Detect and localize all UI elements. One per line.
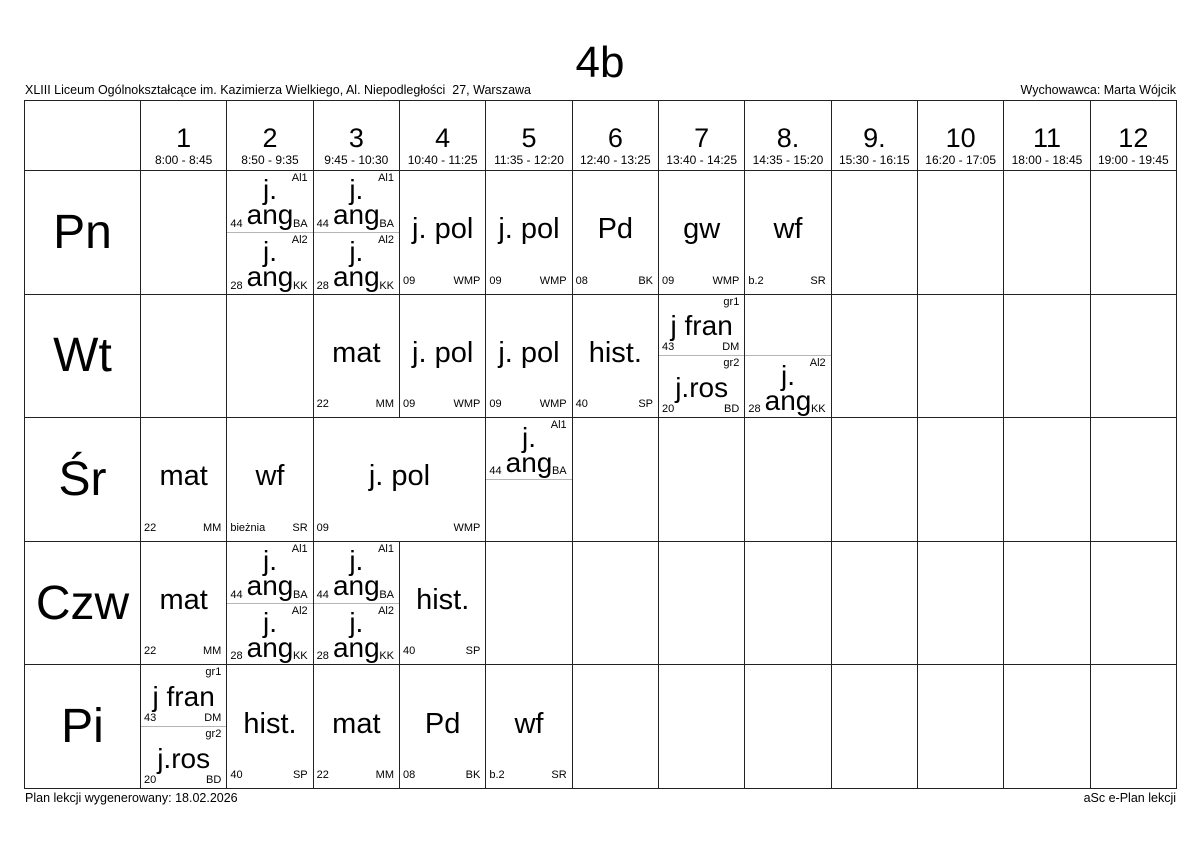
period-header <box>1004 101 1090 171</box>
lesson-group-top <box>745 295 830 356</box>
lesson-cell <box>141 542 227 666</box>
period-time: 15:30 - 16:15 <box>838 153 910 167</box>
room-number: 22 <box>316 768 329 781</box>
subject-name: j. ang <box>505 421 553 478</box>
lesson-cell <box>227 542 313 666</box>
subject-name: j.ros <box>675 372 729 404</box>
room-number: 22 <box>144 521 157 534</box>
period-time: 8:50 - 9:35 <box>241 153 299 167</box>
generated-date: Plan lekcji wygenerowany: 18.02.2026 <box>25 791 238 805</box>
teacher-code: BD <box>206 773 222 786</box>
subject-name: j. ang <box>332 236 380 293</box>
lesson-group-bottom <box>227 233 312 294</box>
empty-slot <box>1091 418 1177 542</box>
teacher-code: MM <box>203 521 222 534</box>
period-header <box>918 101 1004 171</box>
room-number: 43 <box>144 712 157 725</box>
period-number: 9. <box>863 123 886 153</box>
lesson-cell <box>314 665 400 789</box>
period-header <box>227 101 313 171</box>
lesson-group-top <box>141 665 226 727</box>
lesson-cell <box>659 295 745 419</box>
lesson-cell <box>400 665 486 789</box>
lesson-group-top <box>486 418 571 480</box>
empty-slot <box>1004 418 1090 542</box>
day-label: Czw <box>25 542 141 666</box>
empty-slot <box>1091 542 1177 666</box>
empty-slot <box>745 418 831 542</box>
room-number: 43 <box>662 341 675 354</box>
period-time: 14:35 - 15:20 <box>752 153 824 167</box>
empty-slot <box>1091 171 1177 295</box>
teacher-code: SP <box>292 768 308 781</box>
lesson-group-bottom <box>314 604 399 665</box>
lesson-group-top <box>227 171 312 233</box>
empty-slot <box>832 295 918 419</box>
lesson-cell <box>486 665 572 789</box>
teacher-code: MM <box>375 398 394 411</box>
room-number: 44 <box>230 217 243 230</box>
room-number: 28 <box>230 650 243 663</box>
period-number: 10 <box>945 123 976 153</box>
teacher-code: DM <box>204 712 222 725</box>
room-number: 28 <box>316 650 329 663</box>
lesson-group-top <box>659 295 744 357</box>
group-label: gr1 <box>205 666 222 679</box>
room-number: 08 <box>575 274 588 287</box>
room-number: 44 <box>316 217 329 230</box>
empty-slot <box>918 665 1004 789</box>
room-number: 09 <box>489 398 502 411</box>
group-label: Al2 <box>378 604 394 617</box>
room-number: 22 <box>316 398 329 411</box>
empty-slot <box>918 418 1004 542</box>
subject-name: j fran <box>670 310 733 342</box>
period-number: 6 <box>607 123 623 153</box>
subject-name: j. pol <box>412 336 474 369</box>
room-number: b.2 <box>748 274 764 287</box>
empty-slot <box>832 542 918 666</box>
lesson-group-bottom <box>745 355 830 417</box>
teacher-code: BA <box>292 217 308 230</box>
period-time: 18:00 - 18:45 <box>1011 153 1083 167</box>
empty-slot <box>659 665 745 789</box>
teacher-code: DM <box>722 341 740 354</box>
header-corner <box>25 101 141 171</box>
empty-slot <box>918 171 1004 295</box>
period-time: 16:20 - 17:05 <box>925 153 997 167</box>
empty-slot <box>141 295 227 419</box>
empty-slot <box>745 665 831 789</box>
room-number: 28 <box>316 279 329 292</box>
teacher-code: KK <box>810 403 826 416</box>
empty-slot <box>227 295 313 419</box>
teacher-code: MM <box>203 645 222 658</box>
period-header <box>400 101 486 171</box>
subject-name: j. ang <box>246 545 294 602</box>
day-label: Pn <box>25 171 141 295</box>
subject-name: hist. <box>416 584 470 617</box>
subject-name: j.ros <box>157 743 211 775</box>
lesson-group-top <box>314 171 399 233</box>
period-number: 2 <box>262 123 278 153</box>
empty-slot <box>573 665 659 789</box>
subject-name: wf <box>773 213 803 246</box>
day-label: Wt <box>25 295 141 419</box>
room-number: b.2 <box>489 768 505 781</box>
teacher-code: SR <box>551 768 567 781</box>
lesson-cell <box>141 418 227 542</box>
subject-name: wf <box>255 460 285 493</box>
period-header <box>659 101 745 171</box>
period-header <box>1091 101 1177 171</box>
teacher-code: WMP <box>712 274 740 287</box>
subject-name: j. pol <box>412 213 474 246</box>
period-header <box>141 101 227 171</box>
empty-slot <box>486 542 572 666</box>
empty-slot <box>659 542 745 666</box>
subject-name: j. pol <box>498 336 560 369</box>
teacher-code: KK <box>379 279 394 292</box>
group-label: gr2 <box>723 357 740 370</box>
empty-slot <box>832 665 918 789</box>
period-number: 4 <box>435 123 451 153</box>
room-number: bieżnia <box>230 521 266 534</box>
lesson-cell <box>314 418 487 542</box>
period-number: 1 <box>176 123 192 153</box>
subject-name: j. ang <box>332 545 380 602</box>
school-name: XLIII Liceum Ogólnokształcące im. Kazimierza Wielkiego, Al. Niepodległości 27, Warszawa <box>25 83 531 97</box>
empty-slot <box>573 418 659 542</box>
teacher-code: KK <box>379 650 394 663</box>
group-label: Al2 <box>291 604 308 617</box>
subject-name: j fran <box>152 681 215 713</box>
teacher-code: SP <box>465 645 481 658</box>
lesson-cell <box>573 171 659 295</box>
period-number: 5 <box>521 123 537 153</box>
lesson-cell <box>141 665 227 789</box>
day-label: Śr <box>25 418 141 542</box>
lesson-group-bottom <box>314 233 399 294</box>
room-number: 40 <box>230 768 243 781</box>
subject-name: j. ang <box>332 606 380 663</box>
subject-name: mat <box>159 460 208 493</box>
room-number: 28 <box>230 279 243 292</box>
period-header <box>314 101 400 171</box>
subject-name: wf <box>514 707 544 740</box>
teacher-code: SR <box>810 274 826 287</box>
period-time: 9:45 - 10:30 <box>324 153 389 167</box>
period-time: 13:40 - 14:25 <box>666 153 738 167</box>
period-time: 10:40 - 11:25 <box>407 153 478 167</box>
room-number: 20 <box>662 403 675 416</box>
subject-name: mat <box>332 707 381 740</box>
lesson-cell <box>400 542 486 666</box>
lesson-cell <box>486 295 572 419</box>
homeroom-teacher: Wychowawca: Marta Wójcik <box>1020 83 1176 97</box>
teacher-code: KK <box>292 279 308 292</box>
room-number: 09 <box>662 274 675 287</box>
subject-name: hist. <box>588 336 642 369</box>
group-label: Al2 <box>291 233 308 246</box>
empty-slot <box>1004 542 1090 666</box>
period-time: 19:00 - 19:45 <box>1097 153 1169 167</box>
lesson-group-top <box>314 542 399 604</box>
lesson-cell <box>227 171 313 295</box>
period-time: 12:40 - 13:25 <box>579 153 651 167</box>
empty-slot <box>1091 665 1177 789</box>
subject-name: j. ang <box>246 174 294 231</box>
group-label: Al1 <box>378 542 394 555</box>
room-number: 09 <box>403 274 416 287</box>
group-label: Al1 <box>291 172 308 184</box>
teacher-code: BK <box>638 274 653 287</box>
period-header <box>486 101 572 171</box>
empty-slot <box>832 418 918 542</box>
subject-name: Pd <box>597 213 634 246</box>
empty-slot <box>1004 295 1090 419</box>
lesson-cell <box>400 171 486 295</box>
period-number: 3 <box>348 123 364 153</box>
group-label: Al2 <box>809 357 826 370</box>
lesson-cell <box>745 171 831 295</box>
teacher-code: BK <box>465 768 481 781</box>
lesson-cell <box>314 542 400 666</box>
lesson-group-bottom <box>659 356 744 417</box>
lesson-cell <box>745 295 831 419</box>
lesson-cell <box>400 295 486 419</box>
empty-slot <box>745 542 831 666</box>
subject-name: j. pol <box>498 213 560 246</box>
room-number: 20 <box>144 773 157 786</box>
subject-name: Pd <box>424 707 461 740</box>
empty-slot <box>659 418 745 542</box>
teacher-code: WMP <box>539 398 567 411</box>
lesson-cell <box>314 295 400 419</box>
teacher-code: SP <box>638 398 653 411</box>
subject-name: j. ang <box>246 606 294 663</box>
room-number: 09 <box>489 274 502 287</box>
room-number: 44 <box>489 465 502 477</box>
subject-name: j. ang <box>764 359 812 416</box>
subject-name: j. ang <box>332 174 380 231</box>
room-number: 44 <box>230 588 243 601</box>
software-name: aSc e-Plan lekcji <box>1083 791 1176 805</box>
group-label: gr1 <box>723 295 740 308</box>
period-number: 11 <box>1032 123 1061 153</box>
room-number: 40 <box>575 398 588 411</box>
teacher-code: SR <box>292 521 308 534</box>
empty-slot <box>918 542 1004 666</box>
empty-slot <box>918 295 1004 419</box>
group-label: Al1 <box>550 419 567 432</box>
lesson-group-bottom <box>486 480 571 541</box>
group-label: gr2 <box>205 728 222 741</box>
day-label: Pi <box>25 665 141 789</box>
teacher-code: KK <box>292 650 308 663</box>
teacher-code: MM <box>375 768 394 781</box>
period-time: 11:35 - 12:20 <box>494 153 564 167</box>
period-header <box>745 101 831 171</box>
lesson-group-bottom <box>227 604 312 665</box>
lesson-cell <box>227 665 313 789</box>
empty-slot <box>1004 171 1090 295</box>
lesson-group-top <box>227 542 312 604</box>
room-number: 09 <box>403 398 416 411</box>
teacher-code: BA <box>379 217 394 230</box>
empty-slot <box>141 171 227 295</box>
period-time: 8:00 - 8:45 <box>154 153 213 167</box>
teacher-code: BA <box>551 465 567 477</box>
teacher-code: WMP <box>539 274 567 287</box>
room-number: 40 <box>403 645 416 658</box>
lesson-cell <box>659 171 745 295</box>
period-number: 7 <box>694 123 710 153</box>
period-header <box>832 101 918 171</box>
subject-name: mat <box>332 336 381 369</box>
empty-slot <box>1091 295 1177 419</box>
timetable-grid <box>24 100 1177 789</box>
subject-name: j. pol <box>368 460 431 493</box>
teacher-code: BA <box>292 588 308 601</box>
room-number: 09 <box>316 521 329 534</box>
subject-name: mat <box>159 584 208 617</box>
period-number: 8. <box>776 123 800 153</box>
period-number: 12 <box>1118 123 1149 153</box>
empty-slot <box>573 542 659 666</box>
room-number: 44 <box>316 588 329 601</box>
class-title: 4b <box>575 38 625 87</box>
lesson-group-bottom <box>141 727 226 788</box>
empty-slot <box>832 171 918 295</box>
teacher-code: BA <box>379 588 394 601</box>
group-label: Al2 <box>378 233 394 246</box>
empty-slot <box>1004 665 1090 789</box>
subject-name: gw <box>683 213 721 246</box>
lesson-cell <box>573 295 659 419</box>
room-number: 08 <box>403 768 416 781</box>
subject-name: hist. <box>243 707 297 740</box>
subject-name: j. ang <box>246 236 294 293</box>
room-number: 22 <box>144 645 157 658</box>
teacher-code: WMP <box>453 521 481 534</box>
room-number: 28 <box>748 403 761 416</box>
group-label: Al1 <box>291 542 308 555</box>
lesson-cell <box>486 418 572 542</box>
lesson-cell <box>486 171 572 295</box>
teacher-code: WMP <box>453 398 481 411</box>
period-header <box>573 101 659 171</box>
teacher-code: BD <box>724 403 740 416</box>
lesson-cell <box>314 171 400 295</box>
group-label: Al1 <box>378 172 394 184</box>
teacher-code: WMP <box>453 274 481 287</box>
lesson-cell <box>227 418 313 542</box>
